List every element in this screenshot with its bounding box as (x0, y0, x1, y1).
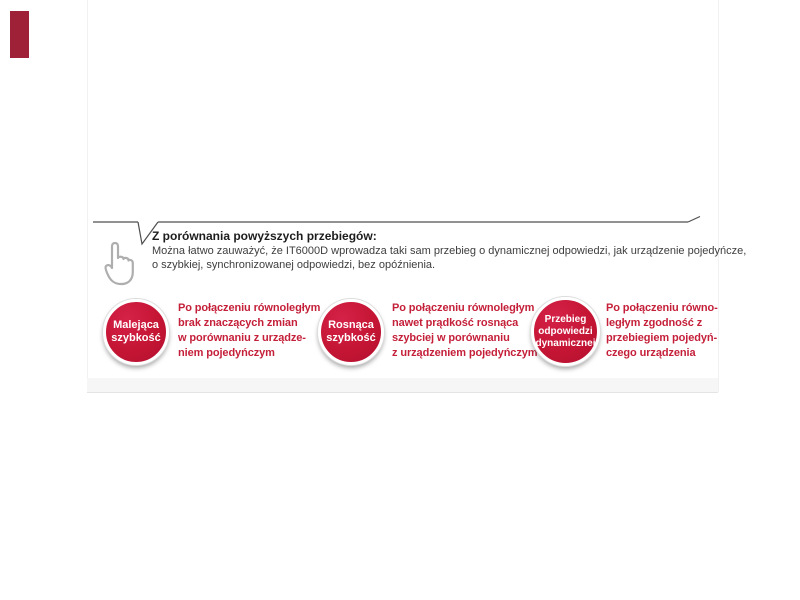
callout-heading: Z porównania powyższych przebiegów: (152, 229, 377, 243)
desc-line: z urządzeniem pojedyńczym (392, 347, 538, 359)
feature-description-2 (392, 301, 537, 361)
badge-label: dynamicznej (535, 337, 596, 349)
callout-body-line-1: Można łatwo zauważyć, że IT6000D wprowadza taki sam przebieg o dynamicznej odpowiedzi, jak urządzenie pojedyńcze, (152, 245, 747, 257)
desc-line: ległym zgodność z (606, 317, 703, 329)
badge-label: Rosnąca (328, 319, 374, 331)
hand-cursor-icon (97, 233, 139, 291)
feature-badge-increasing-speed (318, 299, 384, 365)
desc-line: brak znaczących zmian (178, 317, 298, 329)
desc-line: niem pojedyńczym (178, 347, 275, 359)
badge-label: odpowiedzi (538, 325, 593, 337)
badge-label: Przebieg (544, 313, 587, 325)
desc-line: Po połączeniu równoległym (392, 302, 535, 314)
desc-line: Po połączeniu równoległym (178, 302, 321, 314)
desc-line: czego urządzenia (606, 347, 696, 359)
feature-description-1 (178, 301, 320, 361)
desc-line: w porównaniu z urządze- (178, 332, 306, 344)
badge-label: szybkość (326, 332, 376, 344)
card-footer-strip (87, 378, 718, 393)
logo-fragment (10, 11, 29, 58)
feature-badge-dynamic-response (531, 297, 600, 366)
desc-line: przebiegiem pojedyń- (606, 332, 718, 344)
desc-line: nawet prądkość rosnąca (392, 317, 519, 329)
badge-label: Malejąca (113, 319, 159, 331)
badge-label: szybkość (111, 332, 161, 344)
desc-line: szybciej w porównaniu (392, 332, 510, 344)
callout-body-line-2: o szybkiej, synchronizowanej odpowiedzi, bez opóźnienia. (152, 259, 436, 271)
feature-badge-decreasing-speed (103, 299, 169, 365)
desc-line: Po połączeniu równo- (606, 302, 718, 314)
feature-description-3 (606, 301, 718, 361)
